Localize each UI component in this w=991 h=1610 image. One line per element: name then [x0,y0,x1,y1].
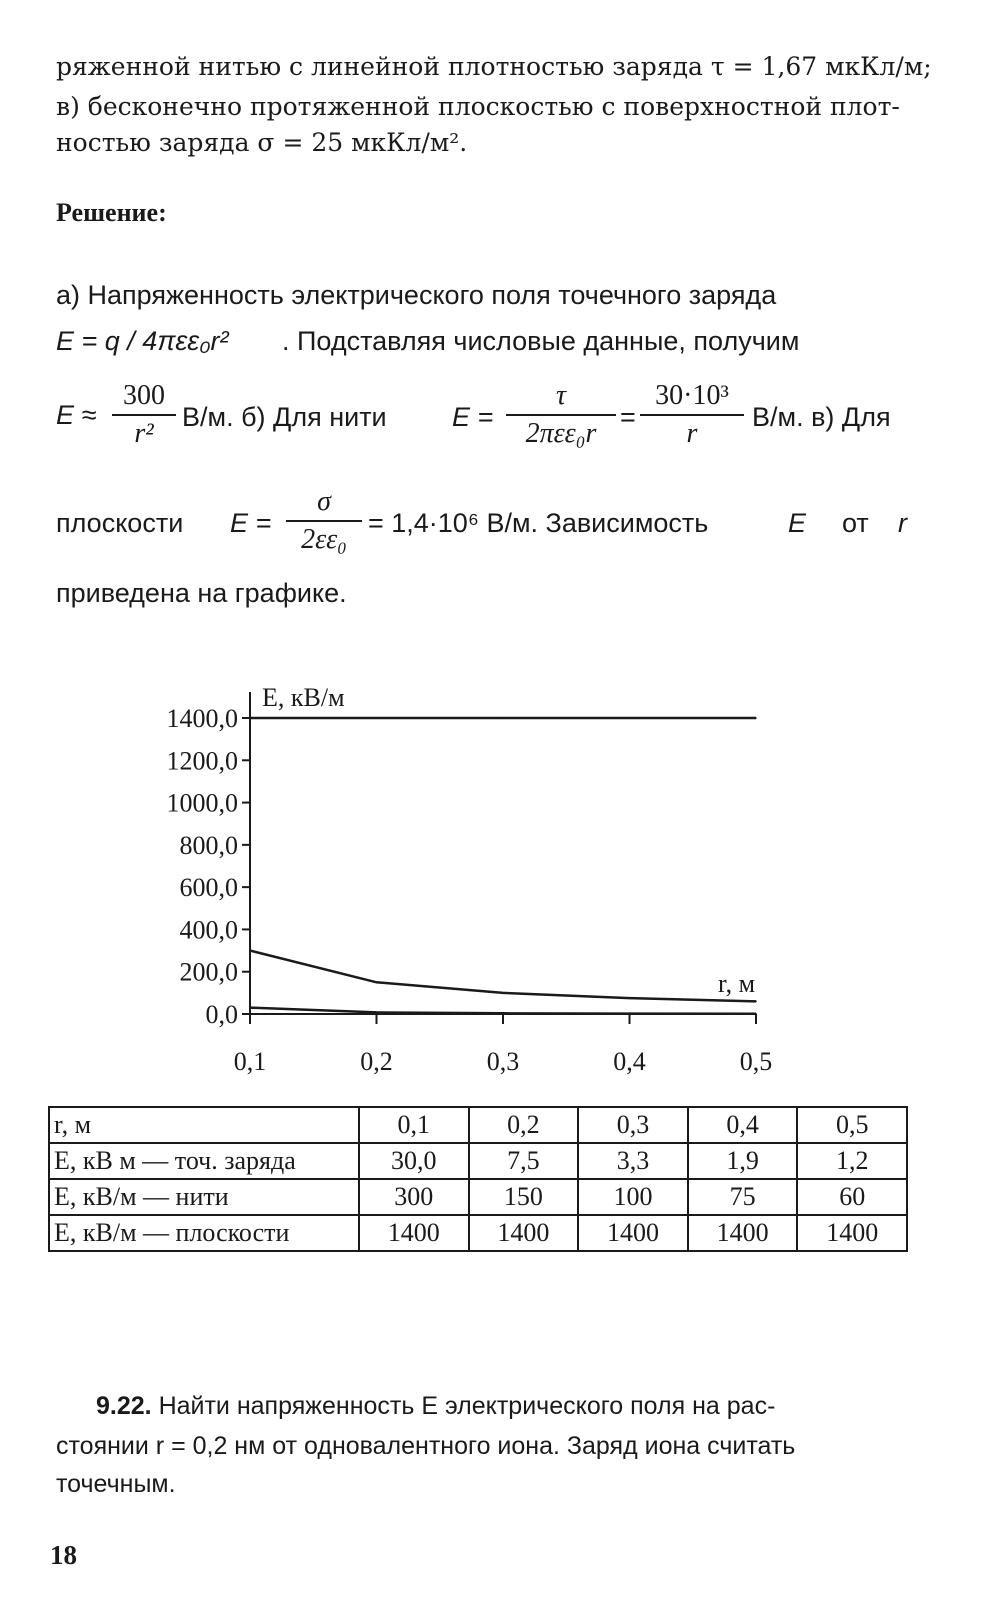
problem-line-3: точечным. [56,1470,176,1498]
y-tick-label: 400,0 [179,915,238,945]
data-point [376,717,378,719]
table-cell: 0,1 [359,1107,469,1143]
table-cell: 0,4 [688,1107,798,1143]
data-point [755,1013,757,1015]
f4-r: r [898,508,907,538]
values-table [48,1106,908,1252]
data-point [249,1007,251,1009]
table-cell: 150 [469,1179,579,1215]
data-point [629,1013,631,1015]
x-tick-label: 0,4 [613,1047,646,1076]
data-point [502,992,504,994]
solution-line-1: а) Напряженность электрического поля точечного заряда [56,280,777,310]
y-tick-label: 1000,0 [166,788,238,818]
y-tick-label: 1200,0 [166,746,238,776]
f4-E: E [788,508,807,538]
intro-line-2: в) бесконечно протяженной плоскостью с поверхностной плот- [56,92,900,121]
data-point [502,1013,504,1015]
x-tick-label: 0,1 [233,1047,267,1076]
f1-bar [112,414,176,416]
series-line-2 [250,951,756,1002]
table-row-header: r, м [49,1107,359,1143]
y-tick-label: 200,0 [179,957,238,987]
data-point [249,950,251,952]
data-point [629,997,631,999]
fraction-thread [506,380,616,450]
table-cell: 1400 [359,1215,469,1251]
f2-bar [506,414,616,416]
table-cell: 300 [359,1179,469,1215]
field-strength-chart [0,660,991,1100]
table-cell: 7,5 [469,1143,579,1179]
data-point [376,981,378,983]
intro-line-1: ряженной нитью с линейной плотностью заряда τ = 1,67 мкКл/м; [56,52,932,81]
table-row [49,1143,907,1179]
table-row [49,1215,907,1251]
table-row-header: E, кВ м — точ. заряда [49,1143,359,1179]
table-row [49,1179,907,1215]
f1-numerator: 300 [123,380,165,411]
table-cell: 0,2 [469,1107,579,1143]
table-cell: 0,5 [797,1107,907,1143]
y-tick-label: 0,0 [205,1000,238,1029]
f3-eq: = [620,402,636,432]
x-tick-label: 0,3 [486,1047,520,1076]
data-point [376,1012,378,1014]
f3-unit: В/м. в) Для [752,402,891,432]
f4-ot: от [842,508,869,538]
x-tick-label: 0,5 [739,1047,773,1076]
f1-denominator: r² [134,418,154,449]
formula-point-charge: E = q / 4πεε₀r² [56,326,229,356]
table-cell: 1400 [578,1215,688,1251]
y-tick-label: 1400,0 [166,704,238,733]
problem-number: 9.22. [96,1392,152,1420]
problem-line-1 [96,1392,775,1421]
table-row-header: E, кВ/м — нити [49,1179,359,1215]
table-row [49,1107,907,1143]
y-tick-label: 800,0 [179,830,238,860]
intro-line-3: ностью заряда σ = 25 мкКл/м². [56,128,468,157]
table-row-header: E, кВ/м — плоскости [49,1215,359,1251]
f4-lhs: E = [230,508,272,538]
table-cell: 1400 [469,1215,579,1251]
data-point [502,717,504,719]
solution-line-2: . Подставляя числовые данные, получим [282,326,800,356]
x-axis-label: r, м [718,969,756,998]
table-cell: 30,0 [359,1143,469,1179]
solution-heading: Решение: [56,198,167,227]
table-cell: 1,2 [797,1143,907,1179]
f4-denominator: 2εε₀ [301,524,347,555]
page-number: 18 [50,1540,77,1570]
fraction-thread-numeric [640,380,744,450]
f3-denominator: r [686,418,698,449]
f3-bar [640,414,744,416]
f2-lhs: E = [452,402,494,432]
fraction-plane [286,486,362,556]
table-cell: 60 [797,1179,907,1215]
table-cell: 1400 [688,1215,798,1251]
f4-numerator: σ [317,486,331,517]
solution-last-line: приведена на графике. [56,578,347,608]
fraction-point [112,380,176,450]
data-point [249,717,251,719]
data-point [755,1001,757,1003]
f3-numerator: 30·10³ [655,380,729,411]
y-tick-label: 600,0 [179,873,238,903]
f1-unit: В/м. б) Для нити [182,402,387,432]
data-point [629,717,631,719]
y-axis-label: E, кВ/м [262,683,345,712]
table-cell: 100 [578,1179,688,1215]
table-cell: 0,3 [578,1107,688,1143]
table-cell: 3,3 [578,1143,688,1179]
data-point [755,717,757,719]
f4-bar [286,520,362,522]
problem-line-2: стоянии r = 0,2 нм от одновалентного иона. Заряд иона считать [56,1432,796,1460]
table-cell: 1,9 [688,1143,798,1179]
f1-lhs: E ≈ [56,400,97,430]
problem-text-1: Найти напряженность E электрического поля на рас- [158,1392,776,1420]
table-cell: 1400 [797,1215,907,1251]
table-cell: 75 [688,1179,798,1215]
f2-denominator: 2πεε₀r [525,418,597,449]
f2-numerator: τ [555,380,567,411]
f4-rhs: = 1,4·10⁶ В/м. Зависимость [368,508,709,538]
plane-label: плоскости [56,508,184,538]
x-tick-label: 0,2 [360,1047,393,1076]
